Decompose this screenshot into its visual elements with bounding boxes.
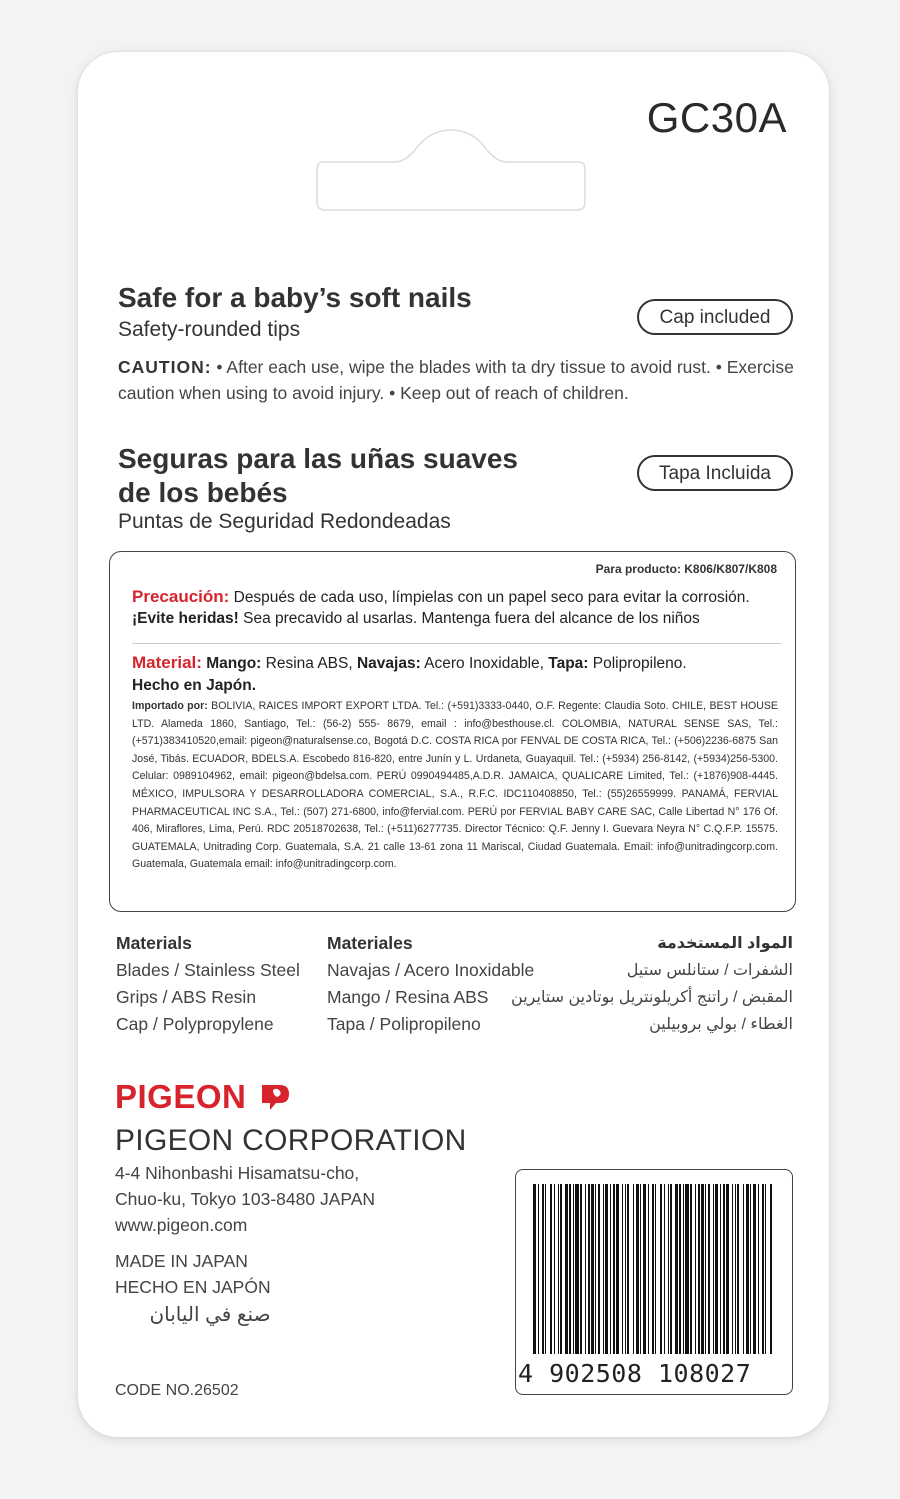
materiales-heading: Materiales (327, 933, 413, 953)
material-item: Mango / Resina ABS (327, 987, 489, 1007)
barcode (515, 1169, 793, 1395)
material-item: المقبض / راتنج أكريلونتريل بوتادين ستايرين (511, 989, 793, 1006)
material-text: Material: Mango: Resina ABS, Navajas: Acero Inoxidable, Tapa: Polipropileno. Hecho en Japón. (132, 653, 687, 694)
material-item: Tapa / Polipropileno (327, 1014, 481, 1034)
spanish-title (118, 442, 518, 510)
material-item: Cap / Polypropylene (116, 1014, 274, 1034)
model-number: GC30A (646, 94, 787, 141)
barcode-bars (533, 1184, 777, 1354)
product-reference: Para producto: K806/K807/K808 (595, 562, 777, 576)
english-subtitle: Safety-rounded tips (118, 318, 301, 341)
material-label: Material: (132, 653, 202, 672)
spanish-title-line1: Seguras para las uñas suaves (118, 443, 518, 474)
barcode-number: 4 902508 108027 (518, 1359, 752, 1388)
material-item: الشفرات / ستانلس ستيل (626, 962, 793, 979)
pigeon-logo: PIGEON (115, 1078, 247, 1115)
company-name: PIGEON CORPORATION (115, 1124, 467, 1157)
materials-arabic (508, 930, 793, 1038)
spanish-info-box (109, 551, 796, 912)
precaution-text: Precaución: Después de cada uso, límpielas con un papel seco para evitar la corrosión. ¡Evite heridas! Sea precavido al usarlas. Mantenga fuera del alcance de los niños (132, 587, 750, 627)
material-item: Blades / Stainless Steel (116, 960, 300, 980)
material-item: الغطاء / بولي بروبيلين (649, 1016, 793, 1033)
importer-label: Importado por: (132, 700, 208, 712)
caution-body: • After each use, wipe the blades with ta dry tissue to avoid rust. • Exercise caution when using to avoid injury. • Keep out of reach of children. (118, 357, 794, 403)
materials-english (116, 930, 300, 1038)
precaution-label: Precaución: (132, 587, 230, 606)
material-item: Navajas / Acero Inoxidable (327, 960, 535, 980)
website: www.pigeon.com (115, 1215, 248, 1235)
pigeon-logo-icon (260, 1083, 290, 1111)
made-in-japan: MADE IN JAPAN HECHO EN JAPÓN صنع في اليابان (115, 1251, 271, 1326)
company-address: 4-4 Nihonbashi Hisamatsu-cho, Chuo-ku, Tokyo 103-8480 JAPAN www.pigeon.com (115, 1160, 375, 1238)
made-in-label: Hecho en Japón. (132, 677, 257, 694)
code-number: CODE NO.26502 (115, 1382, 239, 1399)
arabic-materials-heading: المواد المستخدمة (657, 935, 793, 952)
caution-label: CAUTION: (118, 357, 212, 377)
hang-hole (313, 124, 589, 214)
english-title: Safe for a baby’s soft nails (118, 282, 472, 313)
package-card (78, 52, 829, 1437)
caution-text (118, 354, 808, 406)
injury-label: ¡Evite heridas! (132, 610, 239, 627)
materials-spanish (327, 930, 534, 1038)
tapa-incluida-badge: Tapa Incluida (637, 455, 793, 491)
importer-text: Importado por: BOLIVIA, RAICES IMPORT EXPORT LTDA. Tel.: (+591)3333-0440, O.F. Regente: Claudia Soto. CHILE, BEST HOUSE LTD. Alameda 1860, Santiago, Tel.: (56-2) 555- 8679, email : info@besthouse.cl. COLOMBIA, NATURAL SENSE SAS, Tel.: (+571)383410520,email: pigeon@naturalsense.co, Bogotá D.C. COSTA RICA por FENVAL DE COSTA RICA, Tel.: (+506)2236-6875 San José, Tibás. ECUADOR, BDELS.A. Escobedo 816-820, entre Junín y L. Urdaneta, Guayaquil. Tel.: (+5934) 256-8142, (+5934)256-5300. Celular: 0989104962, email: pigeon@bdelsa.com. PERÚ 0990494485,A.D.R. JAMAICA, QUALICARE Limited, Tel.: (+1876)908-4445. MÉXICO, IMPULSORA Y DESARROLLADORA COMERCIAL, S.A., R.F.C. IDC110408850, Tel.: (55)26559999. PANAMÁ, FERVIAL PHARMACEUTICAL INC S.A., Tel.: (507) 271-6800, info@fervial.com. PERÚ por FERVIAL BABY CARE SAC, Calle Libertad N° 176 Of. 406, Miraflores, Lima, Perú. RDC 20518702638, Tel.: (+511)6277735. Director Técnico: Q.F. Jenny I. Guevara Neyra N° C.Q.F.P. 15575. GUATEMALA, Unitrading Corp. Guatemala, S.A. 21 calle 13-61 zona 11 Mariscal, Ciudad Guatemala. Email: info@unitradingcorp.com. Guatemala, Guatemala email: info@unitradingcorp.com. (132, 700, 778, 871)
divider (132, 643, 781, 644)
spanish-title-line2: de los bebés (118, 477, 288, 508)
cap-included-badge: Cap included (637, 299, 793, 335)
material-item: Grips / ABS Resin (116, 987, 257, 1007)
spanish-subtitle: Puntas de Seguridad Redondeadas (118, 510, 451, 533)
materials-heading: Materials (116, 933, 192, 953)
